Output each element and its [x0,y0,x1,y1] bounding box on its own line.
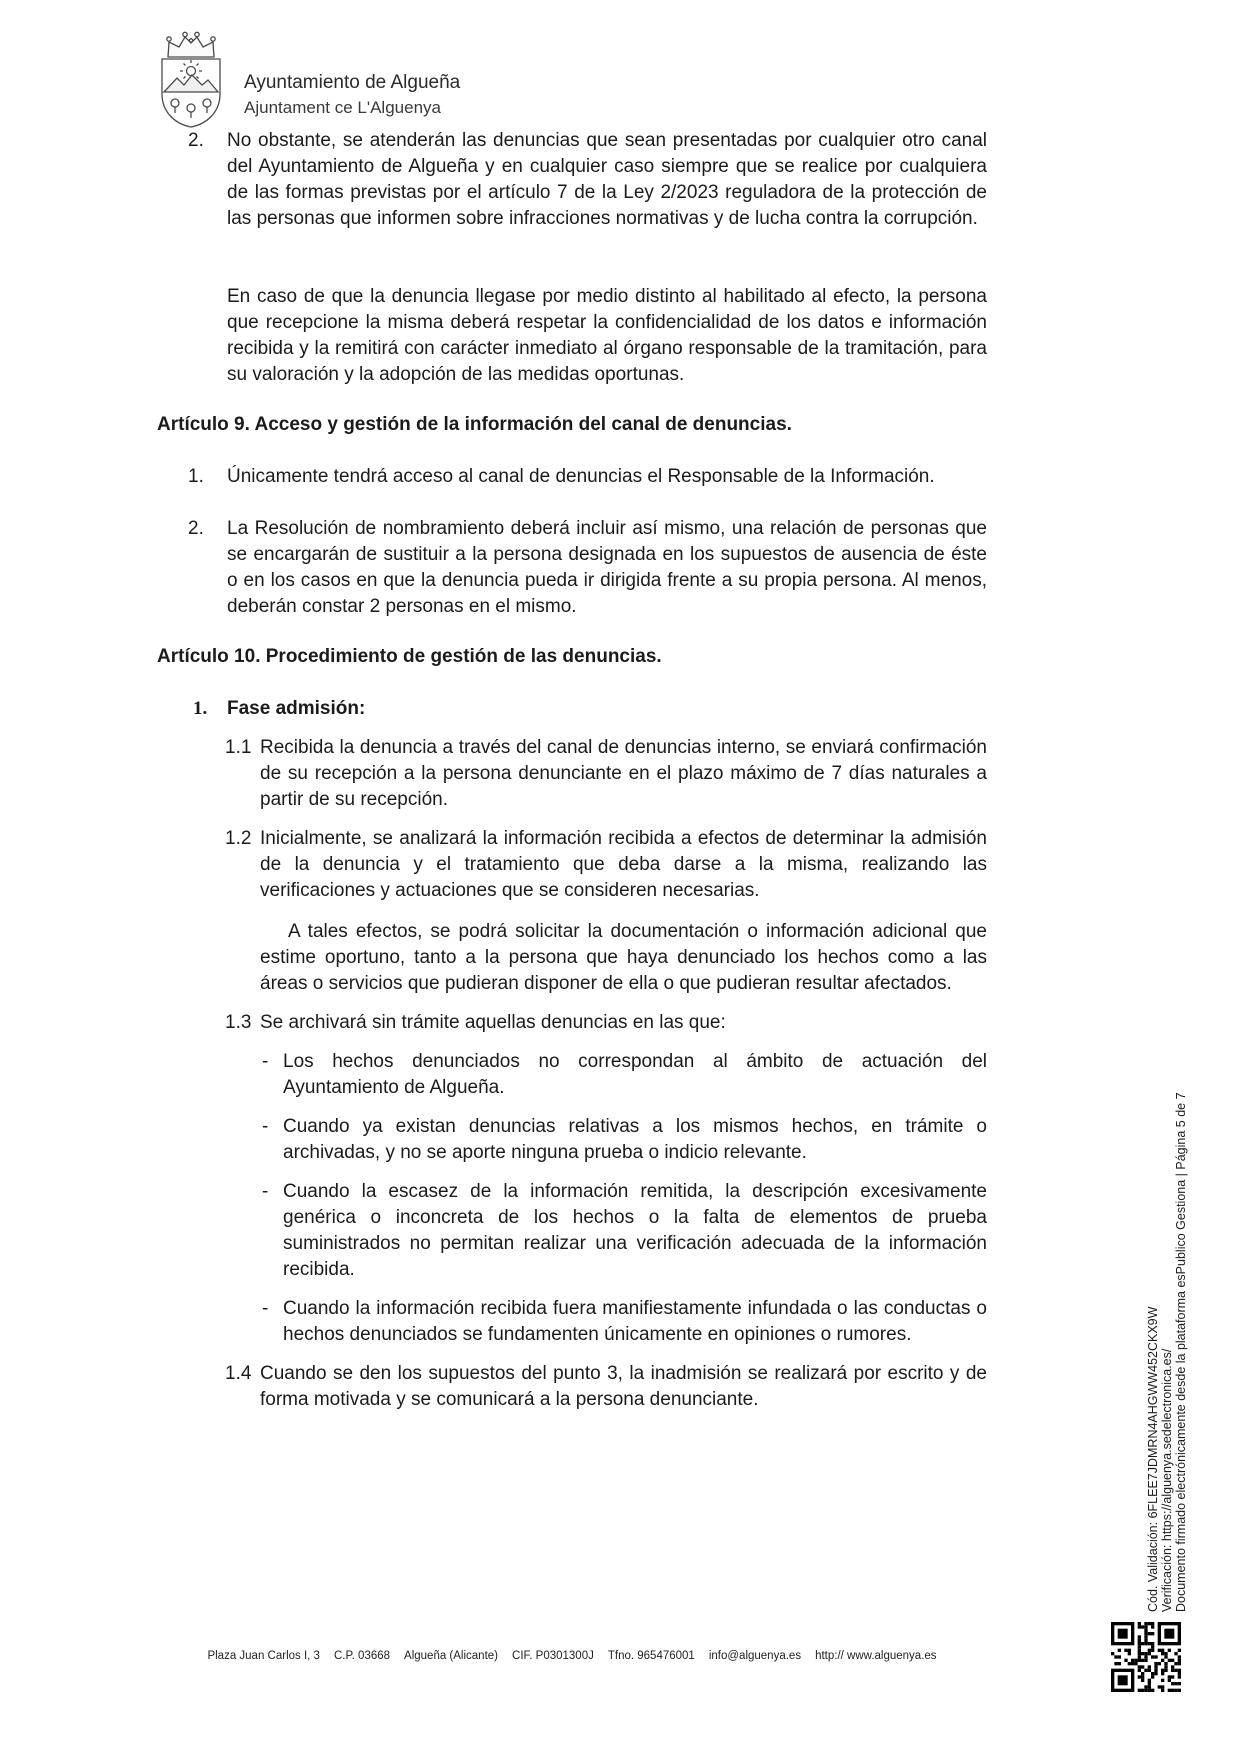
exclusion-item-2 [157,1114,987,1166]
footer-email: info@alguenya.es [708,1650,802,1662]
step-1-2-number: 1.2 [225,828,252,849]
articulo-9-item-1-text: Únicamente tendrá acceso al canal de denuncias el Responsable de la Información. [227,466,935,487]
document-body [157,128,987,1413]
exclusion-item-4-bullet: - [262,1298,269,1319]
org-name-secondary: Ajuntament ce L'Alguenya [244,98,441,117]
articulo-9-item-2 [157,516,987,620]
step-1-1 [157,735,987,813]
paragraph-delivery: En caso de que la denuncia llegase por medio distinto al habilitado al efecto, la persona que recepcione la misma deberá respetar la confidencialidad de los datos e información recibida y la remitirá con carácter inmediato al órgano responsable de la tramitación, para su valoración y la adopción de las medidas oportunas. [227,286,987,385]
step-1-1-number: 1.1 [225,737,252,758]
articulo-9-item-2-text: La Resolución de nombramiento deberá incluir así mismo, una relación de personas que se encargarán de sustituir a la persona designada en los supuestos de ausencia de éste o en los casos en que la denuncia pueda ir dirigida frente a su propia persona. Al menos, deberán constar 2 personas en el mismo. [227,518,987,617]
clause-2 [157,128,987,232]
qr-code [1111,1622,1181,1692]
footer-cif: CIF. P0301300J [512,1650,594,1662]
footer-locality: Algueña (Alicante) [404,1650,499,1662]
step-1-1-text: Recibida la denuncia a través del canal de denuncias interno, se enviará confirmación de su recepción a la persona denunciante en el plazo máximo de 7 días naturales a partir de su recepción. [260,737,987,810]
articulo-9-item-1-number: 1. [188,466,204,487]
step-1-4-number: 1.4 [225,1363,252,1384]
exclusion-item-1-bullet: - [262,1051,269,1072]
platform-page-note: Documento firmado electrónicamente desde la plataforma esPublico Gestiona | Página 5 de 7 [1174,1092,1188,1612]
fase-admision-number: 1. [193,698,208,719]
articulo-9-title: Artículo 9. Acceso y gestión de la información del canal de denuncias. [157,414,792,435]
step-1-4 [157,1361,987,1413]
exclusion-item-4 [157,1296,987,1348]
exclusion-item-2-bullet: - [262,1116,269,1137]
coat-of-arms-logo [150,30,232,132]
footer-phone: Tfno. 965476001 [607,1650,695,1662]
articulo-9-item-1 [157,464,987,490]
articulo-10-title: Artículo 10. Procedimiento de gestión de las denuncias. [157,646,662,667]
step-1-2 [157,826,987,904]
exclusion-item-3-text: Cuando la escasez de la información remitida, la descripción excesivamente genérica o inconcreta de los hechos o la falta de elementos de prueba suministrados no permitan realizar una verificación adecuada de la información recibida. [283,1181,987,1280]
clause-2-number: 2. [188,130,204,151]
step-1-3-number: 1.3 [225,1012,252,1033]
articulo-9-item-2-number: 2. [188,518,204,539]
footer-postal-code: C.P. 03668 [333,1650,391,1662]
exclusion-item-2-text: Cuando ya existan denuncias relativas a los mismos hechos, en trámite o archivadas, y no se aporte ninguna prueba o indicio relevante. [283,1116,987,1163]
footer-website: http:// www.alguenya.es [815,1650,937,1662]
verification-url: Verificación: https://alguenya.sedelectronica.es/ [1160,1348,1174,1612]
clause-2-text: No obstante, se atenderán las denuncias que sean presentadas por cualquier otro canal del Ayuntamiento de Algueña y en cualquier caso siempre que se realice por cualquiera de las formas previstas por el artículo 7 de la Ley 2/2023 reguladora de la protección de las personas que informen sobre infracciones normativas y de lucha contra la corrupción. [227,130,987,229]
step-1-4-text: Cuando se den los supuestos del punto 3, la inadmisión se realizará por escrito y de forma motivada y se comunicará a la persona denunciante. [260,1363,987,1410]
footer-address: Plaza Juan Carlos I, 3 [207,1650,320,1662]
document-header [150,30,460,132]
exclusion-item-1-text: Los hechos denunciados no correspondan al ámbito de actuación del Ayuntamiento de Algueña. [283,1051,987,1098]
document-footer [157,1650,987,1662]
step-1-3 [157,1010,987,1036]
exclusion-item-1 [157,1049,987,1101]
paragraph-tales-efectos: A tales efectos, se podrá solicitar la documentación o información adicional que estime oportuno, tanto a la persona que haya denunciado los hechos como a las áreas o servicios que pudieran disponer de ella o que pudieran resultar afectados. [260,921,987,994]
signature-sidebar [1146,912,1188,1612]
exclusion-item-4-text: Cuando la información recibida fuera manifiestamente infundada o las conductas o hechos denunciados se fundamenten únicamente en opiniones o rumores. [283,1298,987,1345]
fase-admision-label: Fase admisión: [227,698,366,719]
org-name-primary: Ayuntamiento de Algueña [244,72,461,93]
step-1-2-text: Inicialmente, se analizará la información recibida a efectos de determinar la admisión de la denuncia y el tratamiento que deba darse a la misma, realizando las verificaciones y actuaciones que se consideren necesarias. [260,828,987,901]
exclusion-item-3-bullet: - [262,1181,269,1202]
fase-admision-heading [157,696,987,722]
validation-code: Cód. Validación: 6FLEE7JDMRN4AHGWW452CKX9W [1146,1306,1160,1612]
org-names [244,70,460,120]
step-1-3-text: Se archivará sin trámite aquellas denuncias en las que: [260,1012,726,1033]
exclusion-item-3 [157,1179,987,1283]
